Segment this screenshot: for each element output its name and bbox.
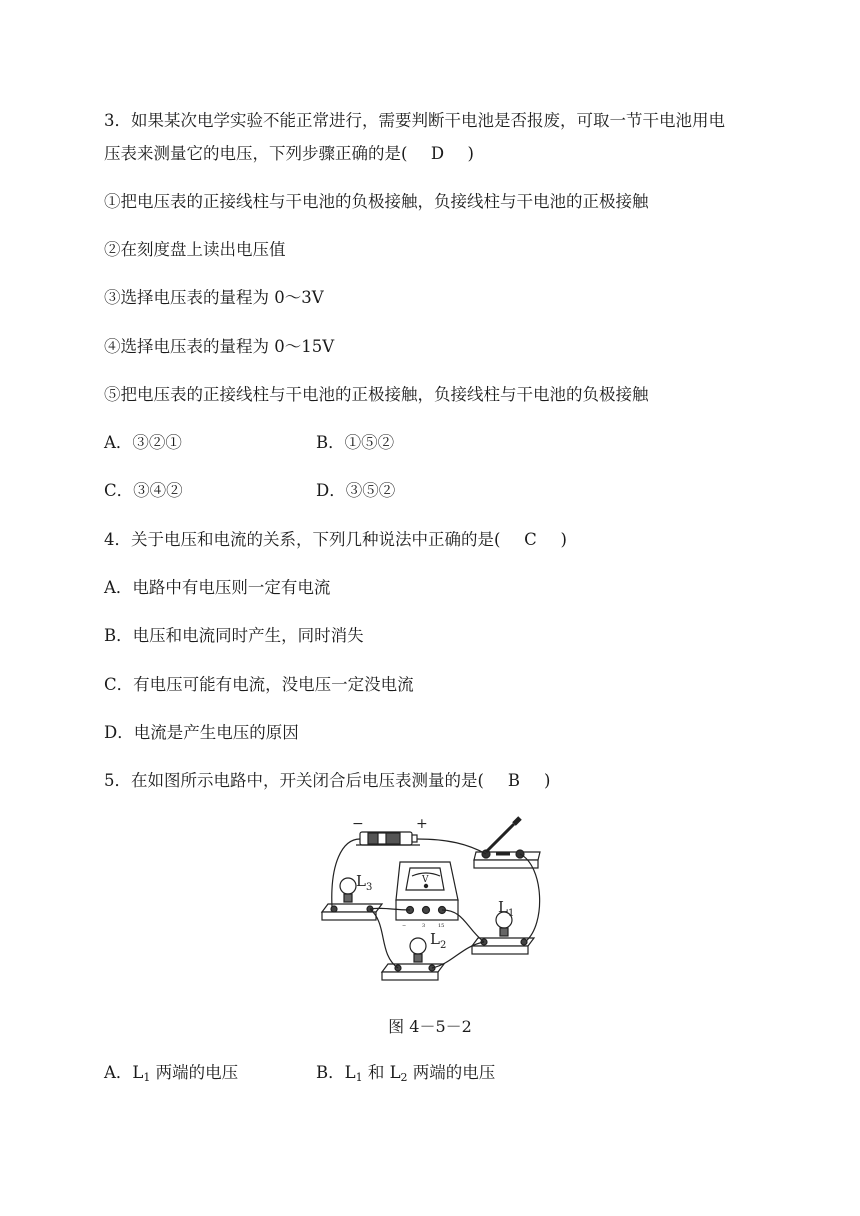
l1-label bbox=[498, 898, 514, 919]
circuit-figure bbox=[318, 814, 550, 998]
plus-label: + bbox=[416, 816, 428, 832]
l3-label bbox=[356, 872, 372, 893]
q3-option-d: D．③⑤② bbox=[316, 481, 396, 500]
q3-close-paren: ) bbox=[467, 144, 474, 163]
l1-label-sub: 1 bbox=[507, 908, 515, 919]
figure-caption: 图 4－5－2 bbox=[388, 1017, 472, 1036]
q4-option-c: C．有电压可能有电流，没电压一定没电流 bbox=[104, 675, 414, 694]
lamp-l3-icon bbox=[322, 878, 382, 920]
q3-stem-line2 bbox=[104, 143, 474, 165]
q5-option-b-sub1: 1 bbox=[355, 1071, 363, 1084]
minus-label: − bbox=[352, 816, 364, 832]
q4-option-d: D．电流是产生电压的原因 bbox=[104, 723, 299, 742]
scale-3: 3 bbox=[422, 923, 426, 929]
q4-answer: C bbox=[524, 530, 537, 549]
q3-step-3: ③选择电压表的量程为 0～3V bbox=[104, 288, 324, 307]
q3-step-1: ①把电压表的正接线柱与干电池的负极接触，负接线柱与干电池的正极接触 bbox=[104, 192, 649, 211]
q3-option-c: C．③④② bbox=[104, 481, 183, 500]
q5-stem-text: 5．在如图所示电路中，开关闭合后电压表测量的是( bbox=[104, 771, 484, 790]
lamp-l1-icon bbox=[472, 912, 534, 954]
q5-option-b bbox=[316, 1062, 495, 1089]
q3-step-4: ④选择电压表的量程为 0～15V bbox=[104, 337, 335, 356]
voltmeter-icon bbox=[396, 862, 458, 920]
q5-answer: B bbox=[507, 771, 520, 790]
q5-option-a-sub: 1 bbox=[143, 1071, 151, 1084]
q4-stem-text: 4．关于电压和电流的关系，下列几种说法中正确的是( bbox=[104, 530, 501, 549]
l3-label-letter: L bbox=[356, 872, 366, 890]
q5-close-paren: ) bbox=[543, 771, 551, 790]
q5-option-b-mid: 和 L bbox=[362, 1063, 401, 1082]
l2-label-sub: 2 bbox=[439, 940, 447, 951]
q3-stem-text: 压表来测量它的电压，下列步骤正确的是( bbox=[104, 144, 408, 163]
q3-option-a: A．③②① bbox=[104, 433, 182, 452]
l2-label-letter: L bbox=[430, 930, 440, 948]
q5-option-b-sub2: 2 bbox=[400, 1071, 408, 1084]
switch-icon bbox=[474, 818, 540, 868]
q5-option-b-post: 两端的电压 bbox=[407, 1063, 496, 1082]
scale-minus: − bbox=[402, 923, 407, 929]
q5-stem bbox=[104, 770, 550, 792]
q3-answer: D bbox=[430, 144, 445, 163]
scale-15: 15 bbox=[438, 923, 445, 929]
q3-stem-line1: 3．如果某次电学实验不能正常进行，需要判断干电池是否报废，可取一节干电池用电 bbox=[104, 111, 725, 130]
battery-icon bbox=[356, 832, 420, 845]
q3-step-5: ⑤把电压表的正接线柱与干电池的正极接触，负接线柱与干电池的负极接触 bbox=[104, 385, 649, 404]
q4-close-paren: ) bbox=[560, 530, 567, 549]
q5-option-a-pre: A．L bbox=[104, 1063, 144, 1082]
q5-option-a-post: 两端的电压 bbox=[150, 1063, 239, 1082]
q5-option-a bbox=[104, 1062, 238, 1089]
q5-option-b-pre: B．L bbox=[316, 1063, 356, 1082]
q4-option-a: A．电路中有电压则一定有电流 bbox=[104, 578, 331, 597]
q3-step-2: ②在刻度盘上读出电压值 bbox=[104, 240, 286, 259]
meter-letter: V bbox=[422, 875, 429, 885]
q3-option-b: B．①⑤② bbox=[316, 433, 395, 452]
l2-label bbox=[430, 930, 446, 951]
q4-option-b: B．电压和电流同时产生，同时消失 bbox=[104, 626, 364, 645]
q4-stem bbox=[104, 529, 567, 551]
l1-label-letter: L bbox=[498, 898, 508, 916]
l3-label-sub: 3 bbox=[365, 882, 373, 893]
